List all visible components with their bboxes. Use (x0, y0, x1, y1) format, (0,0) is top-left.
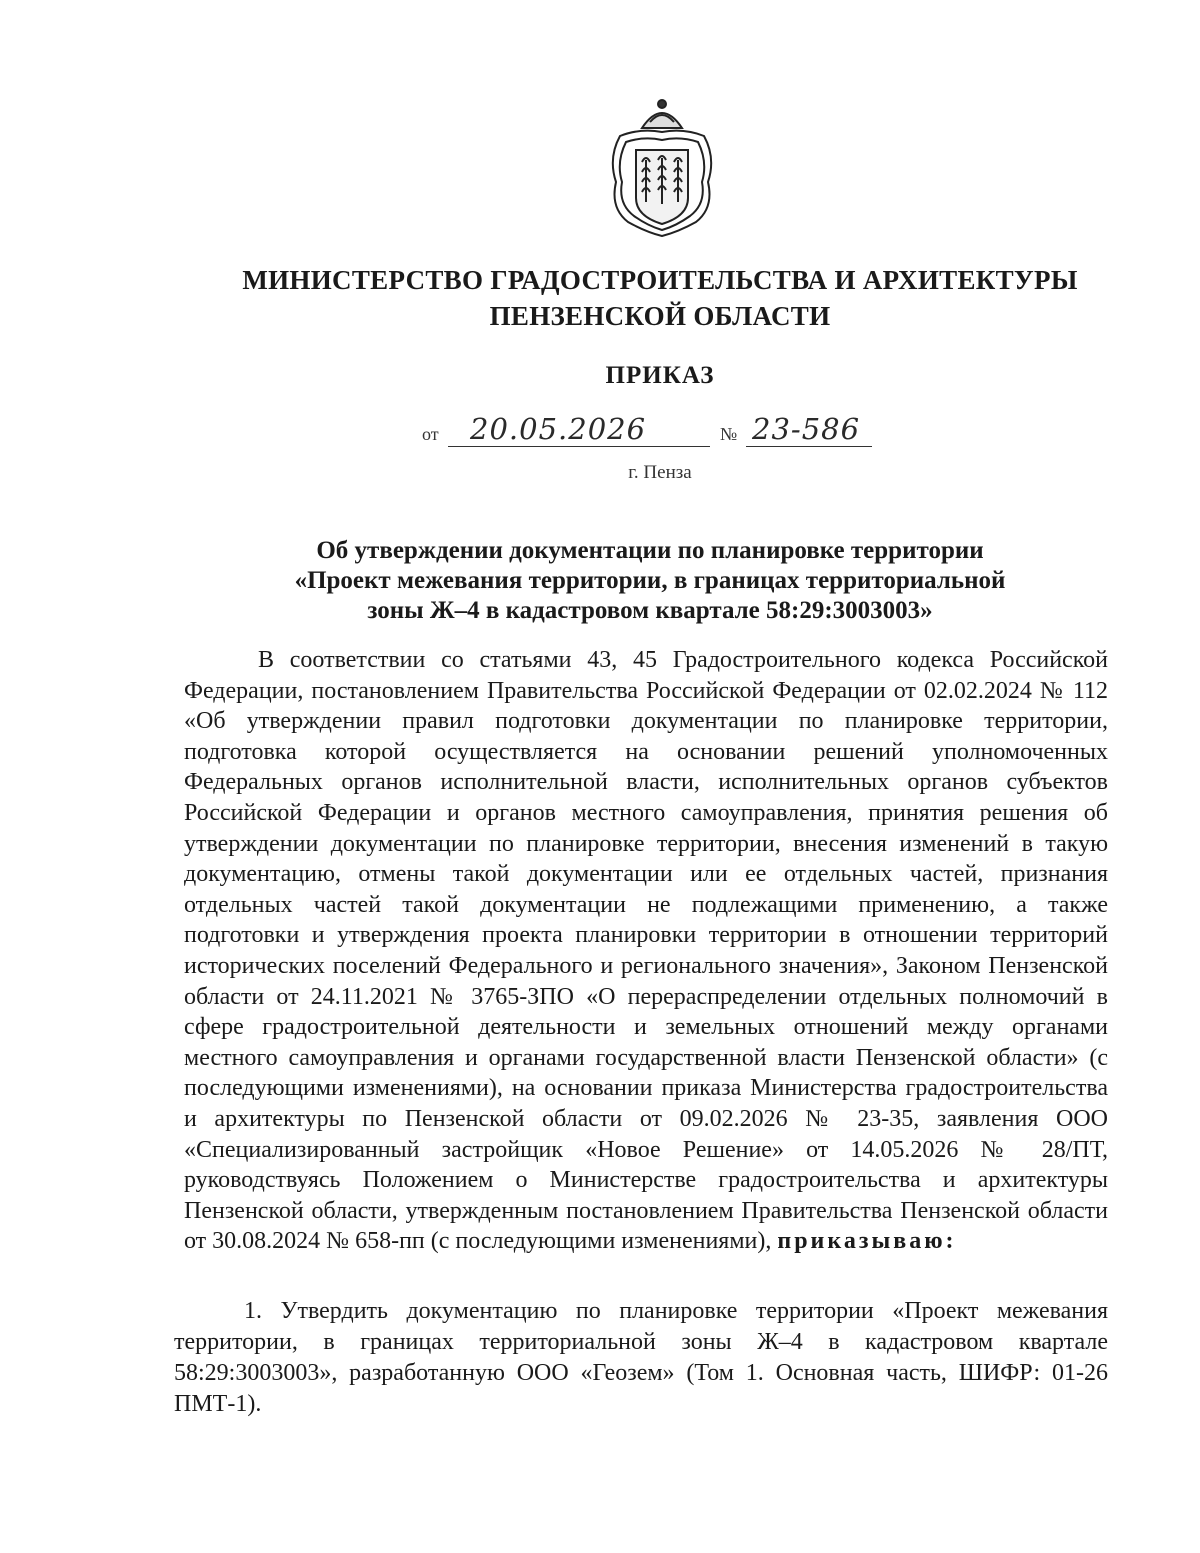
order-word: приказываю (777, 1228, 946, 1255)
number-underline (746, 446, 872, 447)
document-type-title: ПРИКАЗ (605, 362, 715, 389)
date-number-row (422, 414, 892, 454)
coat-of-arms-icon (606, 98, 718, 238)
city-name: г. Пенза (628, 462, 692, 483)
date-prefix: от (422, 424, 439, 444)
date-underline (448, 446, 710, 447)
subject-line3: зоны Ж–4 в кадастровом квартале 58:29:3003003» (367, 597, 933, 624)
handwritten-date: 20.05.2026 (470, 412, 647, 446)
ministry-name-line2: ПЕНЗЕНСКОЙ ОБЛАСТИ (489, 301, 831, 331)
ministry-name-line1: МИНИСТЕРСТВО ГРАДОСТРОИТЕЛЬСТВА И АРХИТЕКТУРЫ (242, 265, 1078, 295)
preamble-text: В соответствии со статьями 43, 45 Градостроительного кодекса Российской Федерации, постановлением Правительства Российской Федерации от 02.02.2024 № 112 «Об утверждении правил подготовки документации по планировке территории, подготовка которой осуществляется на основании решений уполномоченных Федеральных органов исполнительной власти, исполнительных органов субъектов Российской Федерации и органов местного самоуправления, принятия решения об утверждении документации по планировке территории, внесения изменений в такую документацию, отмены такой документации или ее отдельных частей, признания отдельных частей такой документации не подлежащими применению, а также подготовки и утверждения проекта планировки территории в отношении территорий исторических поселений Федерального и регионального значения», Законом Пензенской области от 24.11.2021 № 3765-ЗПО «О перераспределении отдельных полномочий в сфере градостроительной деятельности и земельных отношений между органами местного самоуправления и органами государственной власти Пензенской области» (с последующими изменениями), на основании приказа Министерства градостроительства и архитектуры по Пензенской области от 09.02.2026 № 23-35, заявления ООО «Специализированный застройщик «Новое Решение» от 14.05.2026 № 28/ПТ, руководствуясь Положением о Министерстве градостроительства и архитектуры Пензенской области, утвержденным постановлением Правительства Пензенской области от 30.08.2024 № 658-пп (с последующими изменениями), (184, 647, 1108, 1255)
handwritten-number: 23-586 (752, 412, 861, 446)
preamble-paragraph: В соответствии со статьями 43, 45 Градостроительного кодекса Российской Федерации, постановлением Правительства Российской Федерации от 02.02.2024 № 112 «Об утверждении правил подготовки документации по планировке территории, подготовка которой осуществляется на основании решений уполномоченных Федеральных органов исполнительной власти, исполнительных органов субъектов Российской Федерации и органов местного самоуправления, принятия решения об утверждении документации по планировке территории, внесения изменений в такую документацию, отмены такой документации или ее отдельных частей, признания отдельных частей такой документации не подлежащими применению, а также подготовки и утверждения проекта планировки территории в отношении территорий исторических поселений Федерального и регионального значения», Законом Пензенской области от 24.11.2021 № 3765-ЗПО «О перераспределении отдельных полномочий в сфере градостроительной деятельности и земельных отношений между органами местного самоуправления и органами государственной власти Пензенской области» (с последующими изменениями), на основании приказа Министерства градостроительства и архитектуры по Пензенской области от 09.02.2026 № 23-35, заявления ООО «Специализированный застройщик «Новое Решение» от 14.05.2026 № 28/ПТ, руководствуясь Положением о Министерстве градостроительства и архитектуры Пензенской области, утвержденным постановлением Правительства Пензенской области от 30.08.2024 № 658-пп (с последующими изменениями), приказываю: (184, 647, 1108, 1255)
number-prefix: № (720, 424, 738, 444)
subject-line2: «Проект межевания территории, в границах территориальной (294, 567, 1006, 594)
order-item-1: 1. Утвердить документацию по планировке территории «Проект межевания территории, в границах территориальной зоны Ж–4 в кадастровом квартале 58:29:3003003», разработанную ООО «Геозем» (Том 1. Основная часть, ШИФР: 01-26 ПМТ-1). (174, 1298, 1108, 1417)
subject-line1: Об утверждении документации по планировке территории (316, 537, 984, 564)
